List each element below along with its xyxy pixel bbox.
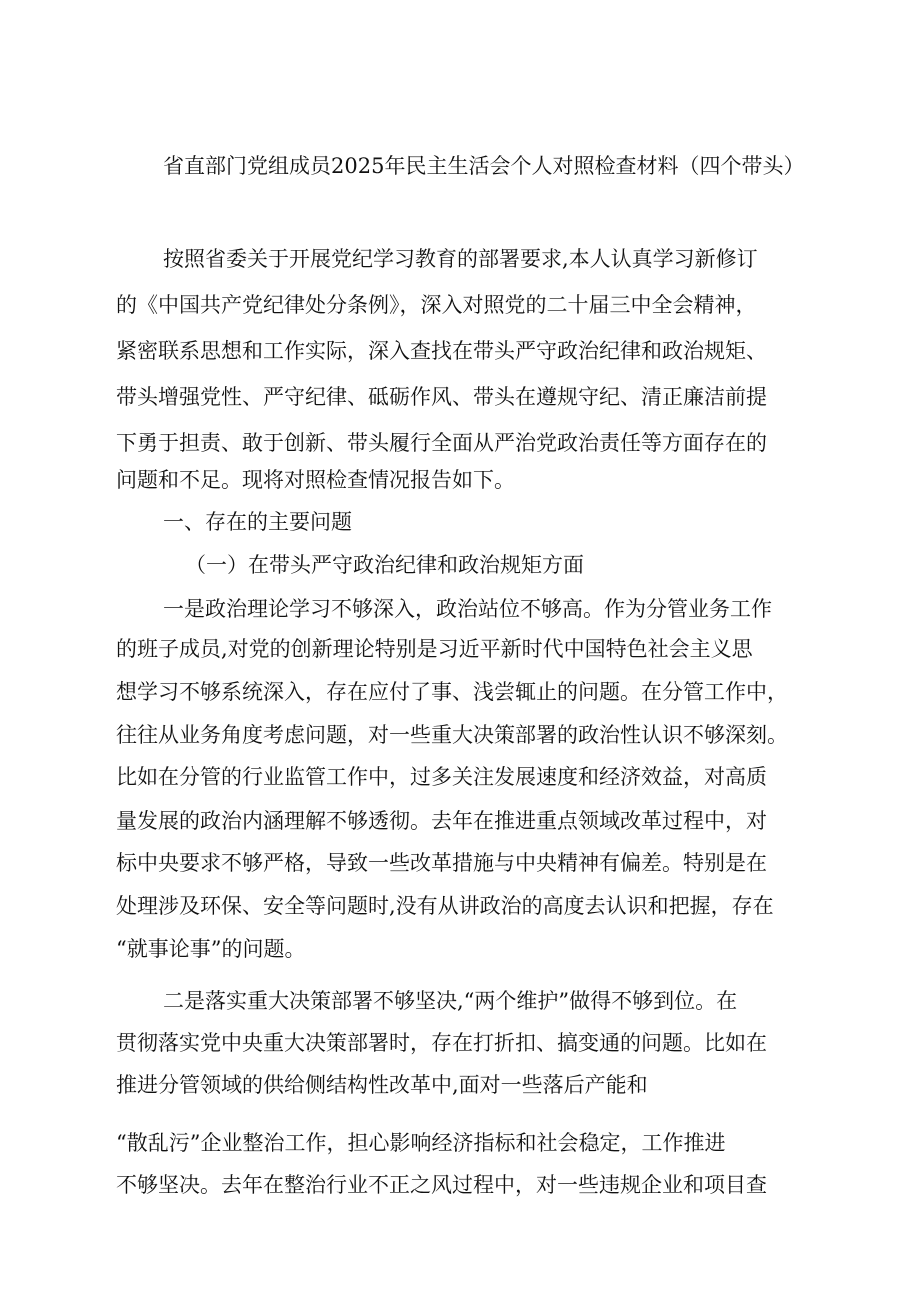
body-line: 二是落实重大决策部署不够坚决,“两个维护”做得不够到位。在: [163, 989, 738, 1013]
body-line: 的班子成员,对党的创新理论特别是习近平新时代中国特色社会主义思: [116, 637, 753, 661]
body-line: 推进分管领域的供给侧结构性改革中,面对一些落后产能和: [116, 1073, 648, 1097]
body-line: 贯彻落实党中央重大决策部署时，存在打折扣、搞变通的问题。比如在: [116, 1031, 767, 1055]
body-line: “散乱污”企业整治工作，担心影响经济指标和社会稳定，工作推进: [116, 1131, 726, 1155]
body-line: 想学习不够系统深入，存在应付了事、浅尝辄止的问题。在分管工作中，: [116, 680, 788, 704]
body-line: 按照省委关于开展党纪学习教育的部署要求,本人认真学习新修订: [163, 247, 758, 271]
body-line: 标中央要求不够严格，导致一些改革措施与中央精神有偏差。特别是在: [116, 851, 767, 875]
body-line: 紧密联系思想和工作实际，深入查找在带头严守政治纪律和政治规矩、: [116, 339, 767, 363]
body-line: 的《中国共产党纪律处分条例》，深入对照党的二十届三中全会精神，: [116, 293, 757, 317]
body-line: 一是政治理论学习不够深入，政治站位不够高。作为分管业务工作: [163, 597, 772, 621]
subsection-heading: （一）在带头严守政治纪律和政治规矩方面: [185, 553, 584, 577]
document-title: 省直部门党组成员2025年民主生活会个人对照检查材料（四个带头）: [163, 154, 805, 178]
body-line: 往往从业务角度考虑问题，对一些重大决策部署的政治性认识不够深刻。: [116, 723, 788, 747]
body-line: 下勇于担责、敢于创新、带头履行全面从严治党政治责任等方面存在的: [116, 431, 767, 455]
body-line: 处理涉及环保、安全等问题时,没有从讲政治的高度去认识和把握，存在: [116, 894, 774, 918]
body-line: 不够坚决。去年在整治行业不正之风过程中，对一些违规企业和项目查: [116, 1173, 767, 1197]
section-heading: 一、存在的主要问题: [163, 510, 352, 534]
body-line: “就事论事”的问题。: [116, 937, 306, 961]
body-line: 带头增强党性、严守纪律、砥砺作风、带头在遵规守纪、清正廉洁前提: [116, 385, 767, 409]
body-line: 比如在分管的行业监管工作中，过多关注发展速度和经济效益，对高质: [116, 765, 767, 789]
body-line: 量发展的政治内涵理解不够透彻。去年在推进重点领域改革过程中，对: [116, 809, 767, 833]
body-line: 问题和不足。现将对照检查情况报告如下。: [116, 468, 515, 492]
